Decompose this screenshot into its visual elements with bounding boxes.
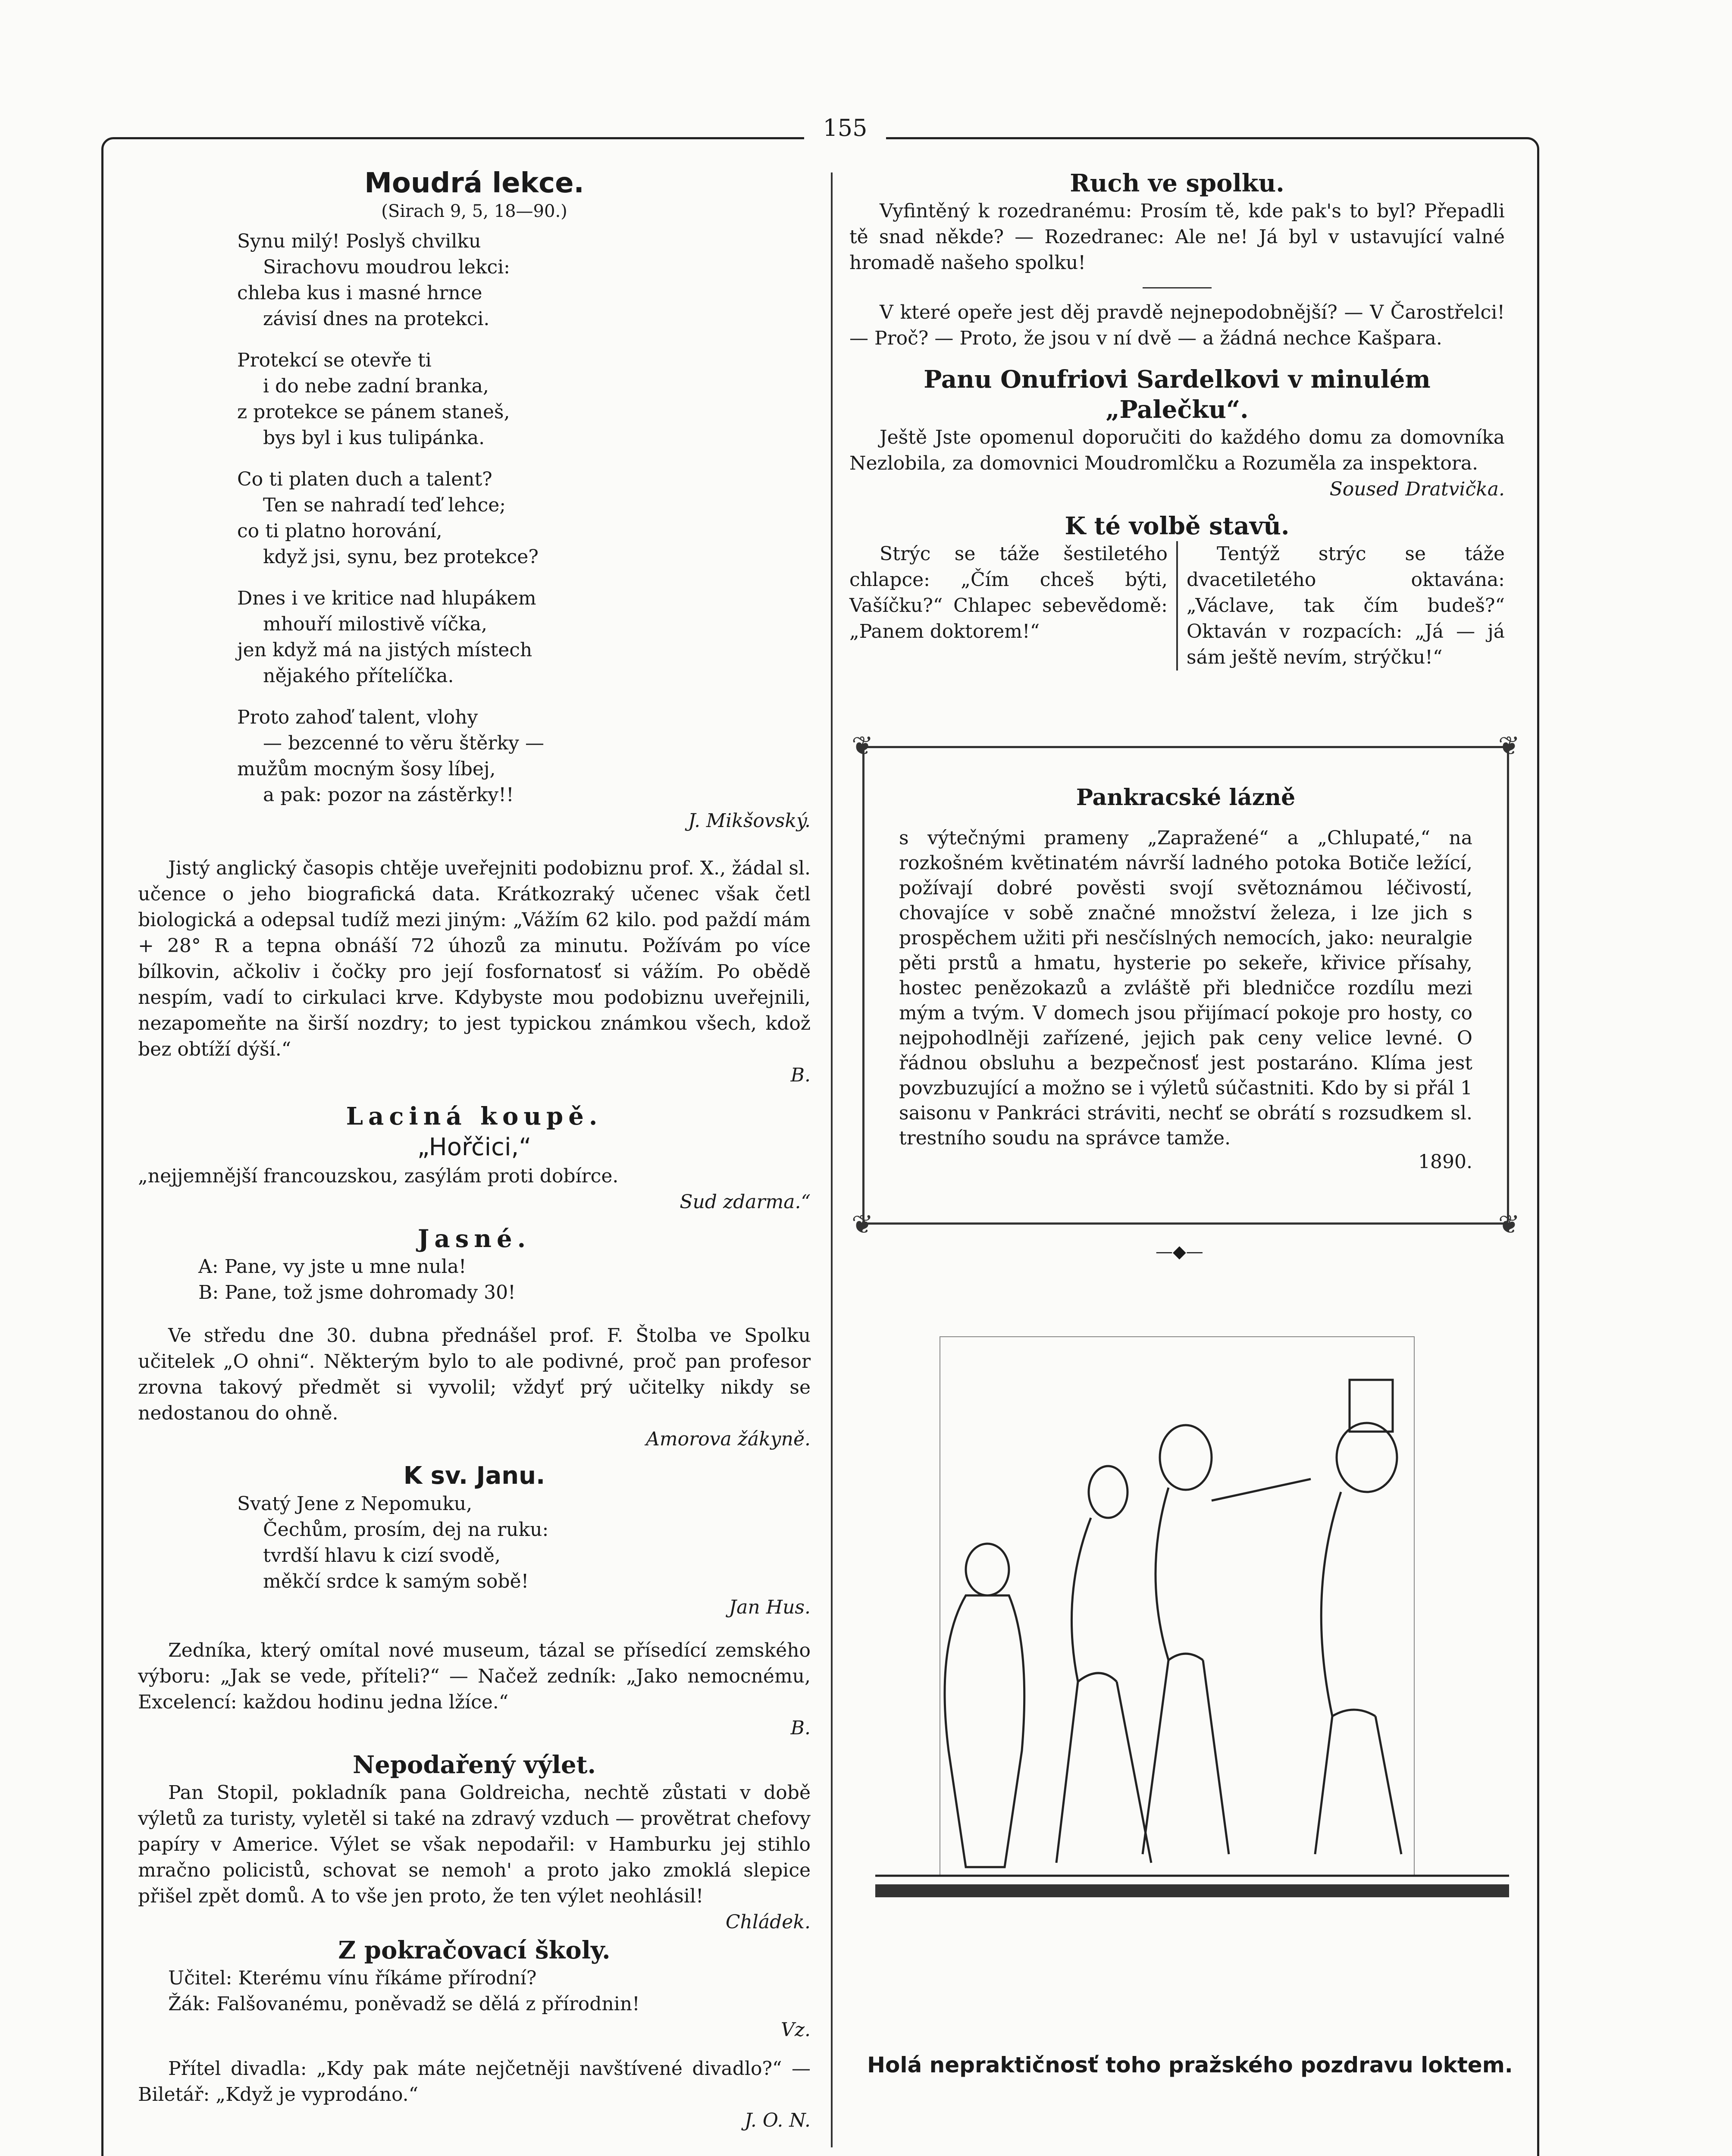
left-column: [138, 168, 811, 2134]
laci-product: „Hořčici,“: [417, 1133, 532, 1161]
ruch-text: Vyfintěný k rozedranému: Prosím tě, kde pak's to byl? Přepadli tě snad někde? — Rozedranec: Ale ne! Já byl v ustavující valné hromadě našeho spolku!: [849, 200, 1505, 274]
vylet-text: Pan Stopil, pokladník pana Goldreicha, nechtě zůstati v době výletů za turisty, vyletěl si také na zdravý vzduch — provětrat chefovy papíry v Americe. Výlet se však nepodařil: v Hamburku jej stihlo mračno policistů, schovat se nemoh' a proto jako zmoklá slepice přišel zpět domů. A to vše jen proto, že ten výlet neohlásil!: [138, 1782, 811, 1907]
verse-line: Čechům, prosím, dej na ruku:: [263, 1519, 549, 1541]
divadlo-text: Přítel divadla: „Kdy pak máte nejčetněji navštívené divadlo?“ — Biletář: „Když je vyprodáno.“: [138, 2058, 811, 2106]
verse-line: Protekcí se otevře ti: [237, 349, 432, 371]
verse-line: chleba kus i masné hrnce: [237, 282, 482, 304]
verse-line: jen když má na jistých místech: [237, 639, 532, 661]
verse-line: a pak: pozor na zástěrky!!: [263, 784, 514, 806]
volbe-left: Strýc se táže šestiletého chlapce: „Čím chceš býti, Vašíčku?“ Chlapec sebevědomě: „Panem doktorem!“: [849, 543, 1168, 642]
verse-line: když jsi, synu, bez protekce?: [263, 546, 539, 568]
volbe-columns: [849, 541, 1505, 671]
verse-line: bys byl i kus tulipánka.: [263, 427, 485, 449]
stolba-sig: Amorova žákyně.: [646, 1428, 811, 1450]
verse-line: Dnes i ve kritice nad hlupákem: [237, 587, 536, 609]
verse-line: Sirachovu moudrou lekci:: [263, 256, 511, 278]
ornament-corner-icon: ❦: [852, 1210, 874, 1240]
verse-line: mhouří milostivě víčka,: [263, 613, 488, 635]
moudra-poem: [138, 229, 811, 808]
ad-year: 1890.: [1418, 1151, 1472, 1173]
skola-title: Z pokračovací školy.: [338, 1936, 611, 1965]
column-separator: [831, 172, 833, 2147]
ornament-corner-icon: ❦: [852, 731, 874, 761]
stolba-text: Ve středu dne 30. dubna přednášel prof. F. Štolba ve Spolku učitelek „O ohni“. Některým bylo to ale podivné, proč pan profesor zrovna takový předmět si vyvolil; vždyť prý učitelky nikdy se nedostanou do ohně.: [138, 1325, 811, 1424]
verse-line: závisí dnes na protekci.: [263, 308, 490, 330]
moudra-source: (Sirach 9, 5, 18—90.): [381, 201, 567, 221]
verse-line: mužům mocným šosy líbej,: [237, 758, 496, 780]
zednik-text: Zedníka, který omítal nové museum, tázal se přísedící zemského výboru: „Jak se vede, příteli?“ — Načež zedník: „Jako nemocnému, Excelencí: každou hodinu jedna lžíce.“: [138, 1639, 811, 1713]
skola-answer: Žák: Falšovanému, poněvadž se dělá z přírodnin!: [168, 1993, 640, 2015]
skola-sig: Vz.: [781, 2019, 811, 2041]
verse-line: Proto zahoď talent, vlohy: [237, 706, 478, 728]
sardelka-sig: Soused Dratvička.: [1329, 478, 1505, 500]
laci-title: Laciná koupě.: [346, 1102, 603, 1131]
sardelka-title: Panu Onufriovi Sardelkovi v minulém „Palečku“.: [924, 365, 1431, 424]
verse-line: tvrdší hlavu k cizí svodě,: [263, 1545, 501, 1567]
cartoon-illustration: [875, 1294, 1509, 2009]
verse-line: měkčí srdce k samým sobě!: [263, 1570, 529, 1592]
verse-line: Ten se nahradí teď lehce;: [263, 494, 506, 516]
zednik-sig: B.: [790, 1717, 811, 1739]
verse-line: — bezcenné to věru štěrky —: [263, 732, 545, 754]
verse-line: co ti platno horování,: [237, 520, 442, 542]
laci-sig: Sud zdarma.“: [680, 1191, 811, 1213]
cartoon-caption: Holá nepraktičnosť toho pražského pozdravu loktem.: [867, 2053, 1513, 2078]
volbe-right: Tentýž strýc se táže dvacetiletého oktavána: „Václave, tak čím budeš?“ Oktaván v rozpacích: „Já — já sám ještě nevím, strýčku!“: [1187, 543, 1505, 668]
page-number: 155: [804, 114, 886, 141]
vylet-title: Nepodařený výlet.: [353, 1751, 596, 1779]
skola-question: Učitel: Kterému vínu říkáme přírodní?: [168, 1967, 537, 1989]
divadlo-sig: J. O. N.: [744, 2109, 811, 2131]
verse-line: i do nebe zadní branka,: [263, 375, 489, 397]
volbe-title: K té volbě stavů.: [1065, 512, 1290, 540]
ornament-corner-icon: ❦: [1498, 731, 1520, 761]
jasne-a: A: Pane, vy jste u mne nula!: [198, 1256, 467, 1278]
section-rule: [1143, 287, 1212, 288]
ground-band: [875, 1884, 1509, 1897]
jasne-title: Jasné.: [417, 1225, 531, 1253]
verse-line: Svatý Jene z Nepomuku,: [237, 1493, 473, 1515]
ad-title: Pankracské lázně: [1076, 784, 1296, 811]
ruch-title: Ruch ve spolku.: [1070, 169, 1284, 197]
moudra-title: Moudrá lekce.: [364, 167, 584, 199]
anglicky-text: Jistý anglický časopis chtěje uveřejniti podobiznu prof. X., žádal sl. učence o jeho biografická data. Krátkozraký učenec však četl biologická a odepsal tudíž mezi jiným: „Vážím 62 kilo. pod paždí mám + 28° R a tepna obnáší 72 úhozů za minutu. Požívám po více bílkovin, ačkoliv i čočky pro její fosfornatosť si vážím. Po obědě nespím, vadí to cirkulaci krve. Kdybyste mou podobiznu uveřejnili, nezapomeňte na širší nozdry; to jest typickou známkou všech, kdož bez obtíží dýší.“: [138, 857, 811, 1060]
ornament-divider-icon: —◆—: [1156, 1242, 1203, 1262]
janu-sig: Jan Hus.: [729, 1596, 811, 1618]
anglicky-sig: B.: [790, 1064, 811, 1086]
verse-line: z protekce se pánem staneš,: [237, 401, 510, 423]
pankrac-ad-box: [852, 731, 1520, 1240]
right-column-top: [849, 168, 1505, 671]
moudra-author: J. Mikšovský.: [688, 810, 811, 832]
verse-line: Synu milý! Poslyš chvilku: [237, 230, 481, 252]
janu-title: K sv. Janu.: [403, 1462, 545, 1490]
vylet-sig: Chládek.: [725, 1911, 811, 1933]
ornament-corner-icon: ❦: [1498, 1210, 1520, 1240]
ad-text: s výtečnými prameny „Zapražené“ a „Chlupaté,“ na rozkošném květinatém návrší ladného potoka Botiče ležící, požívají dobré pověsti svojí světoznámou léčivostí, chovajíce v sobě značné množství železa, i lze jich s prospěchem užiti při nesčíslných nemocích, jako: neuralgie pěti prstů a hmatu, hysterie po sekeře, křivice přísahy, hostec penězokazů a zvláště při bledničce rozdílu mezi mým a tvým. V domech jsou přijímací pokoje pro hosty, co nejpohodlněji zařízené, jejich pak ceny velice levné. O řádnou obsluhu a bezpečnosť jest postaráno. Klíma jest povzbuzující a možno se i výletů súčastniti. Kdo by si přál 1 saisonu v Pankráci stráviti, nechť se obrátí s rozsudkem sl. trestního soudu na správce tamže.: [899, 827, 1472, 1149]
jasne-b: B: Pane, tož jsme dohromady 30!: [198, 1282, 516, 1304]
verse-line: Co ti platen duch a talent?: [237, 468, 492, 490]
opera-text: V které opeře jest děj pravdě nejnepodobnější? — V Čarostřelci! — Proč? — Proto, že jsou v ní dvě — a žádná nechce Kašpara.: [849, 301, 1505, 349]
sardelka-text: Ještě Jste opomenul doporučiti do každého domu za domovníka Nezlobila, za domovnici Moudromlčku a Rozuměla za inspektora.: [849, 426, 1505, 474]
volbe-divider: [1176, 541, 1178, 671]
janu-poem: [138, 1491, 811, 1595]
laci-text: „nejjemnější francouzskou, zasýlám proti dobírce.: [138, 1165, 619, 1187]
verse-line: nějakého přítelíčka.: [263, 665, 454, 687]
